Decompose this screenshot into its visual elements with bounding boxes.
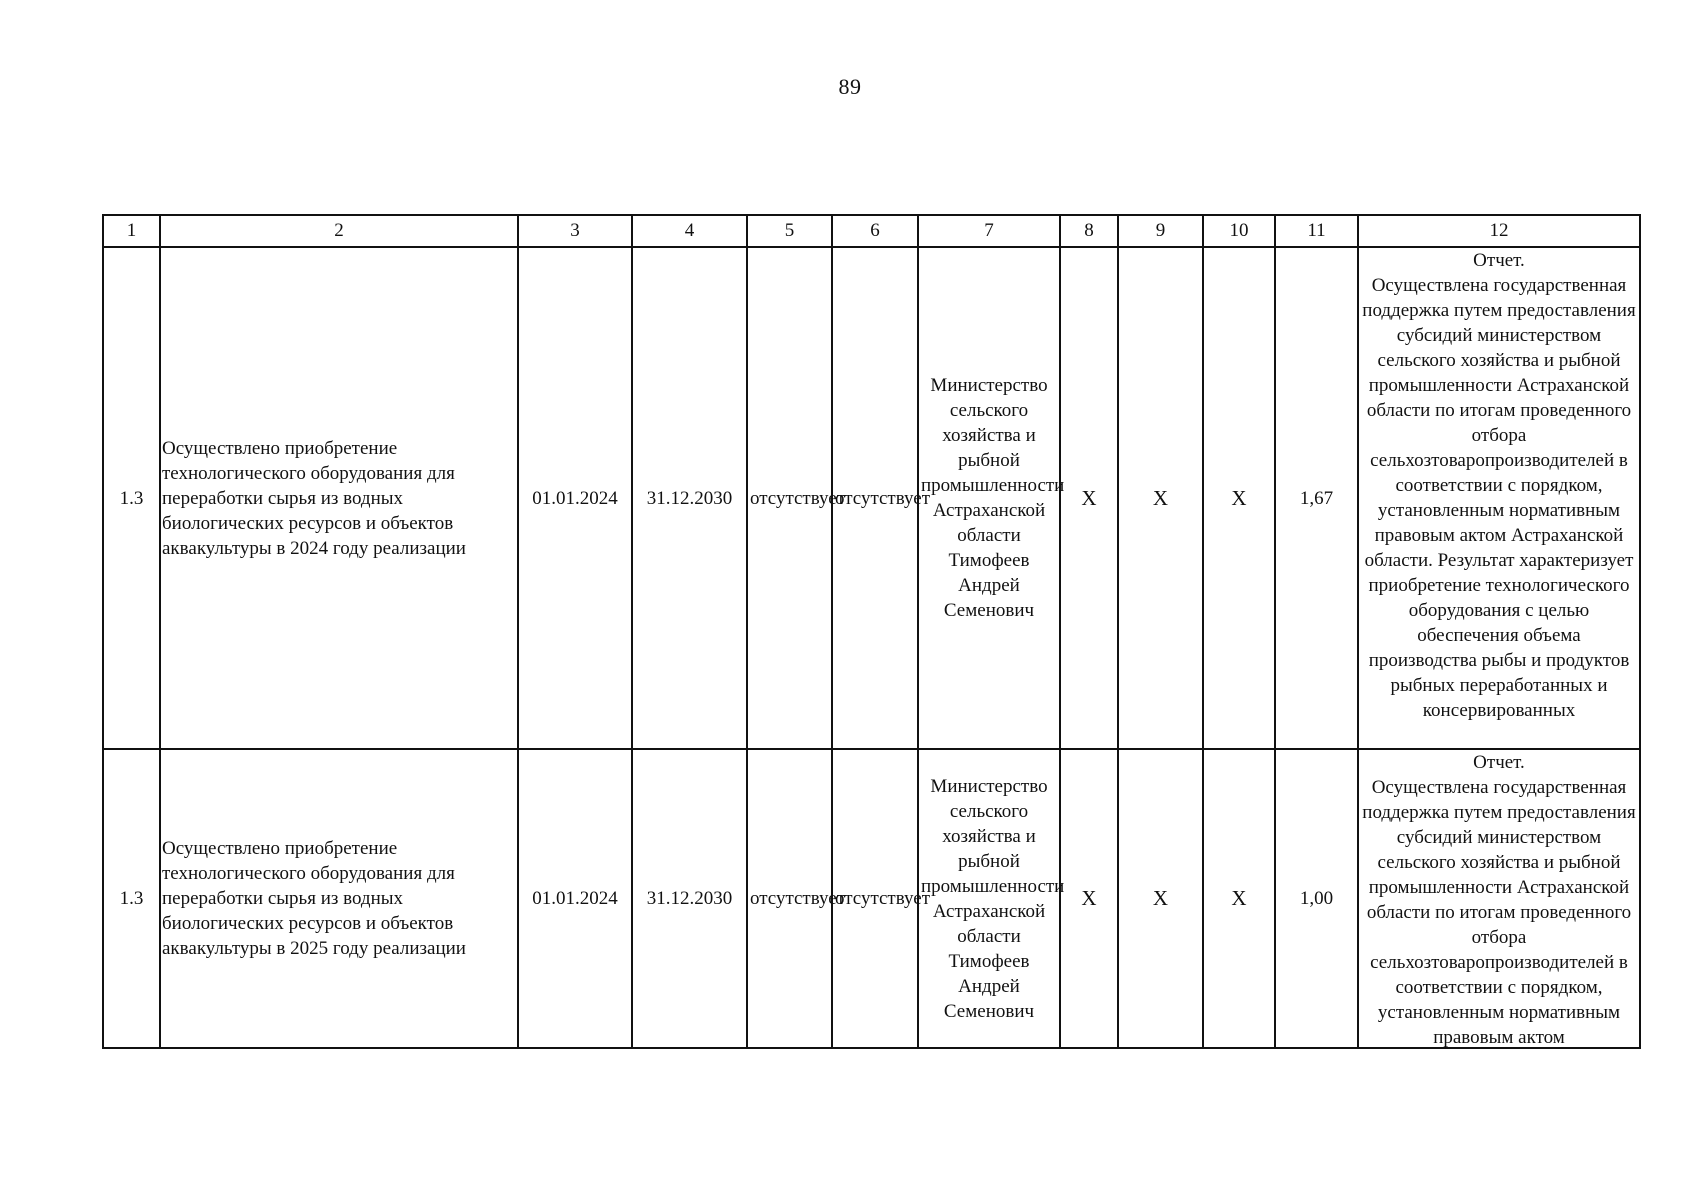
data-table [102,214,1641,1049]
col11-value: 1,00 [1275,749,1358,1048]
header-cell: 3 [518,215,632,247]
header-cell: 4 [632,215,747,247]
header-cell: 6 [832,215,918,247]
event-description: Осуществлено приобретение технологического оборудования для переработки сырья из водных биологических ресурсов и объектов аквакультуры в 2025 году реализации [160,749,518,1048]
table-row [103,749,1640,1048]
col5-value: отсутствует [747,749,832,1048]
header-cell: 10 [1203,215,1275,247]
page-number: 89 [838,74,862,99]
start-date: 01.01.2024 [518,247,632,749]
header-row [103,215,1640,247]
end-date: 31.12.2030 [632,749,747,1048]
col9-mark: X [1118,247,1203,749]
col10-mark: X [1203,247,1275,749]
start-date: 01.01.2024 [518,749,632,1048]
report-clip [1361,750,1637,1047]
col8-mark: X [1060,749,1118,1048]
row-number: 1.3 [103,749,160,1048]
row-number: 1.3 [103,247,160,749]
header-cell: 9 [1118,215,1203,247]
end-date: 31.12.2030 [632,247,747,749]
col10-mark: X [1203,749,1275,1048]
col6-value: отсутствует [832,749,918,1048]
col5-value: отсутствует [747,247,832,749]
header-cell: 7 [918,215,1060,247]
report-cell [1358,247,1640,749]
header-cell: 2 [160,215,518,247]
header-cell: 12 [1358,215,1640,247]
report-cell [1358,749,1640,1048]
report-text: Осуществлена государственная поддержка путем предоставления субсидий министерством сельского хозяйства и рыбной промышленности Астраханской области по итогам проведенного отбора сельхозтоваропроизводителей в соответствии с порядком, установленным нормативным правовым актом [1362,777,1636,1048]
col8-mark: X [1060,247,1118,749]
report-title: Отчет. [1473,752,1525,773]
col11-value: 1,67 [1275,247,1358,749]
report-title: Отчет. [1473,250,1525,271]
header-cell: 1 [103,215,160,247]
header-cell: 5 [747,215,832,247]
report-text: Осуществлена государственная поддержка путем предоставления субсидий министерством сельского хозяйства и рыбной промышленности Астраханской области по итогам проведенного отбора сельхозтоваропроизводителей в соответствии с порядком, установленным нормативным правовым актом Астраханской области. Результат характеризует приобретение технологического оборудования с целью обеспечения объема производства рыбы и продуктов рыбных переработанных и консервированных [1362,275,1636,721]
header-cell: 8 [1060,215,1118,247]
event-description: Осуществлено приобретение технологического оборудования для переработки сырья из водных биологических ресурсов и объектов аквакультуры в 2024 году реализации [160,247,518,749]
col9-mark: X [1118,749,1203,1048]
table-row [103,247,1640,749]
responsible-person: Министерство сельского хозяйства и рыбной промышленности Астраханской области Тимофеев Андрей Семенович [918,749,1060,1048]
responsible-person: Министерство сельского хозяйства и рыбной промышленности Астраханской области Тимофеев Андрей Семенович [918,247,1060,749]
header-cell: 11 [1275,215,1358,247]
col6-value: отсутствует [832,247,918,749]
